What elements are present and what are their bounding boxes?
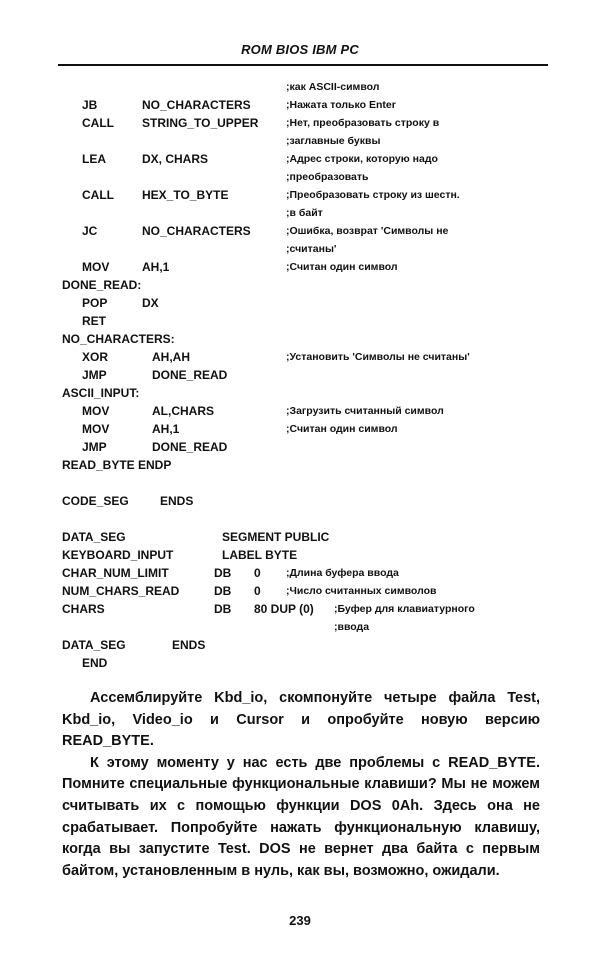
code-mnemonic: MOV xyxy=(82,404,110,418)
code-comment: ;как ASCII-символ xyxy=(286,81,380,93)
code-line xyxy=(0,474,600,492)
code-line xyxy=(0,132,600,150)
code-comment: ;Нажата только Enter xyxy=(286,99,396,111)
code-operand: AH,1 xyxy=(152,422,180,436)
code-mnemonic: MOV xyxy=(82,422,110,436)
segment-directive: SEGMENT PUBLIC xyxy=(222,530,330,544)
code-line xyxy=(0,438,600,456)
code-line xyxy=(0,366,600,384)
code-comment: ;Нет, преобразовать строку в xyxy=(286,117,440,129)
code-line xyxy=(0,492,600,510)
data-value: 80 DUP (0) xyxy=(254,602,314,616)
code-line xyxy=(0,564,600,582)
code-operand: STRING_TO_UPPER xyxy=(142,116,259,130)
code-mnemonic: CALL xyxy=(82,116,114,130)
segment-directive: LABEL BYTE xyxy=(222,548,298,562)
code-line xyxy=(0,240,600,258)
code-comment: ;Число считанных символов xyxy=(286,585,437,597)
segment-name: DATA_SEG xyxy=(62,530,126,544)
code-mnemonic: JB xyxy=(82,98,98,112)
data-name-label: NUM_CHARS_READ xyxy=(62,584,180,598)
code-mnemonic: JMP xyxy=(82,440,107,454)
code-comment: ;Длина буфера ввода xyxy=(286,567,399,579)
code-line xyxy=(0,384,600,402)
code-operand: NO_CHARACTERS xyxy=(142,98,251,112)
code-label: READ_BYTE ENDP xyxy=(62,458,172,472)
code-line xyxy=(0,546,600,564)
code-comment: ;Адрес строки, которую надо xyxy=(286,153,438,165)
code-line xyxy=(0,168,600,186)
code-comment: ;ввода xyxy=(334,621,370,633)
code-line xyxy=(0,618,600,636)
segment-name: CODE_SEG xyxy=(62,494,129,508)
data-directive: DB xyxy=(214,566,232,580)
code-line xyxy=(0,294,600,312)
code-line xyxy=(0,636,600,654)
code-line xyxy=(0,114,600,132)
code-comment: ;считаны' xyxy=(286,243,337,255)
code-mnemonic: MOV xyxy=(82,260,110,274)
code-line xyxy=(0,258,600,276)
code-comment: ;Буфер для клавиатурного xyxy=(334,603,475,615)
code-line xyxy=(0,204,600,222)
code-line xyxy=(0,276,600,294)
code-operand: HEX_TO_BYTE xyxy=(142,188,229,202)
page-number: 239 xyxy=(289,913,311,928)
code-line xyxy=(0,456,600,474)
code-operand: AL,CHARS xyxy=(152,404,214,418)
code-label: ASCII_INPUT: xyxy=(62,386,140,400)
code-operand: DX xyxy=(142,296,159,310)
data-directive: DB xyxy=(214,584,232,598)
code-line xyxy=(0,654,600,672)
code-line xyxy=(0,582,600,600)
code-operand: AH,1 xyxy=(142,260,170,274)
code-comment: ;Ошибка, возврат 'Символы не xyxy=(286,225,449,237)
code-mnemonic: JMP xyxy=(82,368,107,382)
code-operand: NO_CHARACTERS xyxy=(142,224,251,238)
code-line xyxy=(0,348,600,366)
paragraph-1: Ассемблируйте Kbd_io, скомпонуйте четыре файла Test, Kbd_io, Video_io и Cursor и опробуйте новую версию READ_BYTE. xyxy=(62,690,540,750)
paragraph-2: К этому моменту у нас есть две проблемы с READ_BYTE. Помните специальные функциональные клавиши? Мы не можем считывать их с помощью функции DOS 0Ah. Здесь она не срабатывает. Попробуйте нажать функциональную клавишу, когда вы запустите Test. DOS не вернет два байта с первым байтом, установленным в нуль, как вы, возможно, ожидали. xyxy=(62,754,540,879)
code-line xyxy=(0,402,600,420)
code-comment: ;Установить 'Символы не считаны' xyxy=(286,351,470,363)
segment-directive: ENDS xyxy=(160,494,194,508)
code-mnemonic: JC xyxy=(82,224,98,238)
segment-name: KEYBOARD_INPUT xyxy=(62,548,174,562)
code-comment: ;Считан один символ xyxy=(286,423,398,435)
code-line xyxy=(0,420,600,438)
data-directive: DB xyxy=(214,602,232,616)
code-line xyxy=(0,96,600,114)
code-line xyxy=(0,78,600,96)
code-mnemonic: LEA xyxy=(82,152,106,166)
segment-directive: ENDS xyxy=(172,638,206,652)
data-value: 0 xyxy=(254,584,261,598)
code-comment: ;преобразовать xyxy=(286,171,369,183)
code-line xyxy=(0,186,600,204)
code-comment: ;Считан один символ xyxy=(286,261,398,273)
code-mnemonic: POP xyxy=(82,296,108,310)
code-line xyxy=(0,312,600,330)
code-operand: DONE_READ xyxy=(152,440,228,454)
code-line xyxy=(0,528,600,546)
code-line xyxy=(0,330,600,348)
code-line xyxy=(0,150,600,168)
code-comment: ;Загрузить считанный символ xyxy=(286,405,444,417)
code-operand: AH,AH xyxy=(152,350,190,364)
code-line xyxy=(0,222,600,240)
code-label: NO_CHARACTERS: xyxy=(62,332,175,346)
code-mnemonic: CALL xyxy=(82,188,114,202)
code-mnemonic: XOR xyxy=(82,350,109,364)
code-comment: ;в байт xyxy=(286,207,323,219)
data-name-label: CHARS xyxy=(62,602,105,616)
data-name-label: CHAR_NUM_LIMIT xyxy=(62,566,169,580)
running-header: ROM BIOS IBM PC xyxy=(241,42,359,57)
body-text xyxy=(62,688,540,882)
code-mnemonic: END xyxy=(82,656,108,670)
code-operand: DONE_READ xyxy=(152,368,228,382)
code-label: DONE_READ: xyxy=(62,278,142,292)
code-comment: ;заглавные буквы xyxy=(286,135,381,147)
data-value: 0 xyxy=(254,566,261,580)
code-comment: ;Преобразовать строку из шестн. xyxy=(286,189,460,201)
code-operand: DX, CHARS xyxy=(142,152,209,166)
code-line xyxy=(0,510,600,528)
code-mnemonic: RET xyxy=(82,314,106,328)
code-line xyxy=(0,600,600,618)
segment-name: DATA_SEG xyxy=(62,638,126,652)
